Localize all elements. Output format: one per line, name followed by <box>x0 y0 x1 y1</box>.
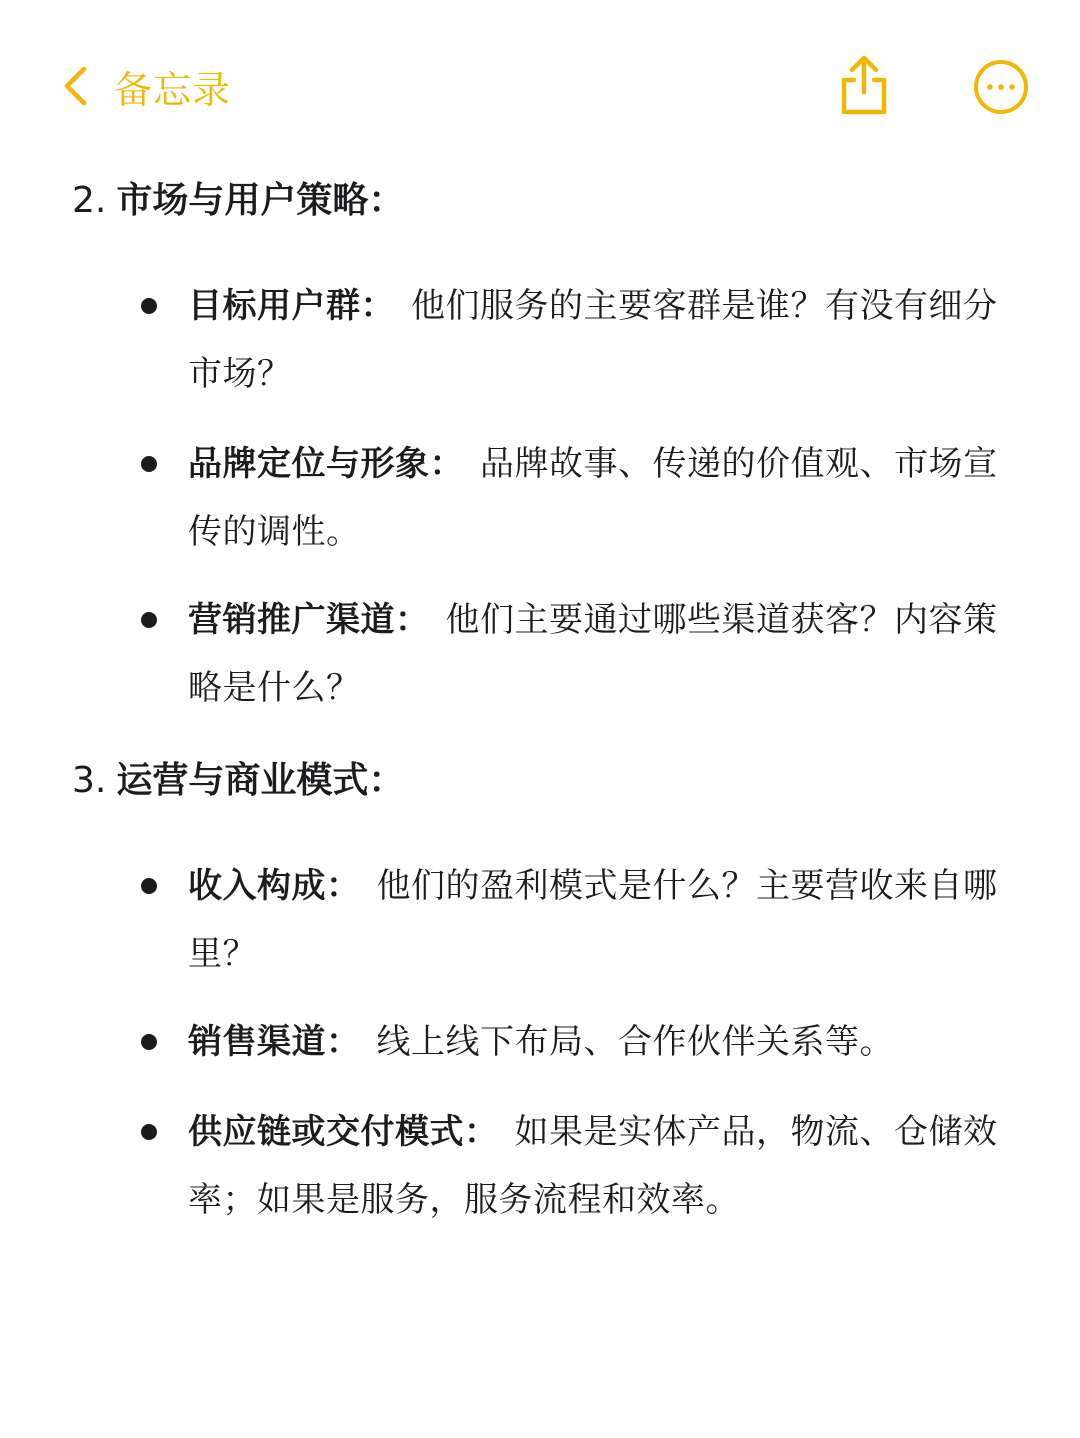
list-item <box>188 430 1022 566</box>
list-item <box>188 852 1022 988</box>
bullet-icon <box>141 298 157 314</box>
item-label: 供应链或交付模式： <box>188 1112 499 1152</box>
navigation-bar <box>0 0 1080 170</box>
back-button[interactable] <box>62 56 231 116</box>
bullet-icon <box>141 612 157 628</box>
back-label: 备忘录 <box>114 67 232 112</box>
item-label: 目标用户群： <box>188 286 395 326</box>
list-item <box>188 586 1022 722</box>
item-text: 品牌故事、传递的价值观、市场宣传的调性。 <box>188 444 998 552</box>
chevron-left-icon <box>62 66 88 106</box>
section-title: 运营与商业模式： <box>116 760 405 801</box>
item-text: 他们的盈利模式是什么？主要营收来自哪里？ <box>188 866 998 974</box>
item-label: 收入构成： <box>188 866 361 906</box>
bullet-icon <box>141 1124 157 1140</box>
bullet-icon <box>141 878 157 894</box>
share-button[interactable] <box>834 54 894 118</box>
section-number: 3. <box>72 760 107 801</box>
item-label: 营销推广渠道： <box>188 600 430 640</box>
item-text: 线上线下布局、合作伙伴关系等。 <box>376 1022 894 1062</box>
item-label: 品牌定位与形象： <box>188 444 464 484</box>
list-item <box>188 1098 1022 1234</box>
bullet-icon <box>141 456 157 472</box>
share-icon <box>834 54 894 118</box>
section-number: 2. <box>72 180 107 221</box>
more-button[interactable] <box>972 58 1030 116</box>
list-item <box>188 1008 1022 1076</box>
section-heading <box>72 752 404 803</box>
item-text: 如果是实体产品，物流、仓储效率；如果是服务，服务流程和效率。 <box>188 1112 998 1220</box>
section-title: 市场与用户策略： <box>116 180 405 221</box>
list-item <box>188 272 1022 408</box>
section-heading <box>72 172 404 223</box>
item-text: 他们服务的主要客群是谁？有没有细分市场？ <box>188 286 998 394</box>
item-label: 销售渠道： <box>188 1022 361 1062</box>
bullet-icon <box>141 1034 157 1050</box>
item-text: 他们主要通过哪些渠道获客？内容策略是什么？ <box>188 600 998 708</box>
more-icon <box>972 58 1030 116</box>
